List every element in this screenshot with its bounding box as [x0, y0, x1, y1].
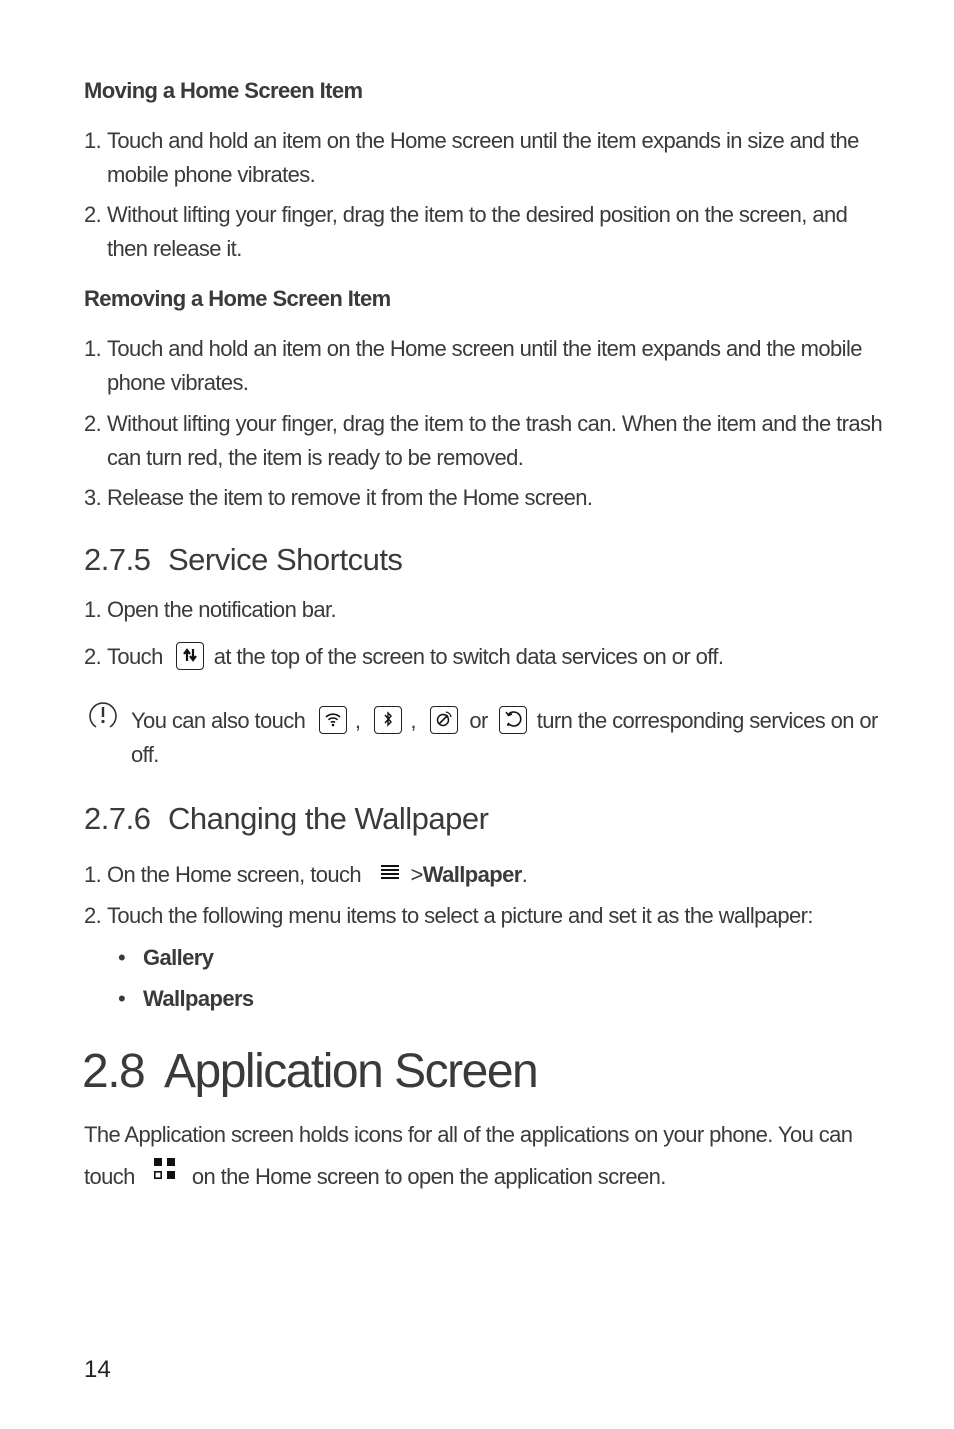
service-shortcuts-heading: 2.7.5 Service Shortcuts	[84, 542, 403, 577]
changing-wallpaper-heading: 2.7.6 Changing the Wallpaper	[84, 801, 489, 836]
list-item: 1. Touch and hold an item on the Home screen until the item expands and the mobile phone vibrates.	[84, 336, 862, 395]
list-item: • Gallery	[118, 945, 214, 970]
gps-icon	[430, 706, 458, 734]
list-item: 2. Touch the following menu items to select a picture and set it as the wallpaper:	[84, 903, 813, 928]
list-item: 2. Touch at the top of the screen to switch data services on or off.	[84, 644, 724, 669]
moving-item-heading: Moving a Home Screen Item	[84, 78, 363, 103]
application-screen-paragraph: The Application screen holds icons for all of the applications on your phone. You can touch on the Home screen to open the application screen.	[84, 1114, 884, 1199]
list-item: 1. Open the notification bar.	[84, 597, 337, 622]
application-screen-heading: 2.8 Application Screen	[82, 1045, 538, 1098]
removing-item-heading: Removing a Home Screen Item	[84, 286, 391, 311]
auto-rotate-icon	[499, 706, 527, 734]
list-item: • Wallpapers	[118, 986, 254, 1011]
data-toggle-icon	[176, 642, 204, 670]
list-item: 3. Release the item to remove it from the Home screen.	[84, 485, 593, 510]
note-bulb-icon	[86, 700, 120, 737]
list-item: 1. On the Home screen, touch >Wallpaper.	[84, 858, 884, 893]
bluetooth-icon	[374, 706, 402, 734]
list-item: 2. Without lifting your finger, drag the item to the trash can. When the item and the trash can turn red, the item is ready to be removed.	[84, 411, 883, 470]
app-grid-icon	[152, 1154, 178, 1196]
wifi-icon	[319, 706, 347, 734]
list-item: 1. Touch and hold an item on the Home screen until the item expands in size and the mobile phone vibrates.	[84, 128, 859, 187]
menu-icon	[379, 857, 401, 891]
page-number: 14	[84, 1356, 111, 1383]
list-item: 2. Without lifting your finger, drag the item to the desired position on the screen, and then release it.	[84, 202, 848, 261]
